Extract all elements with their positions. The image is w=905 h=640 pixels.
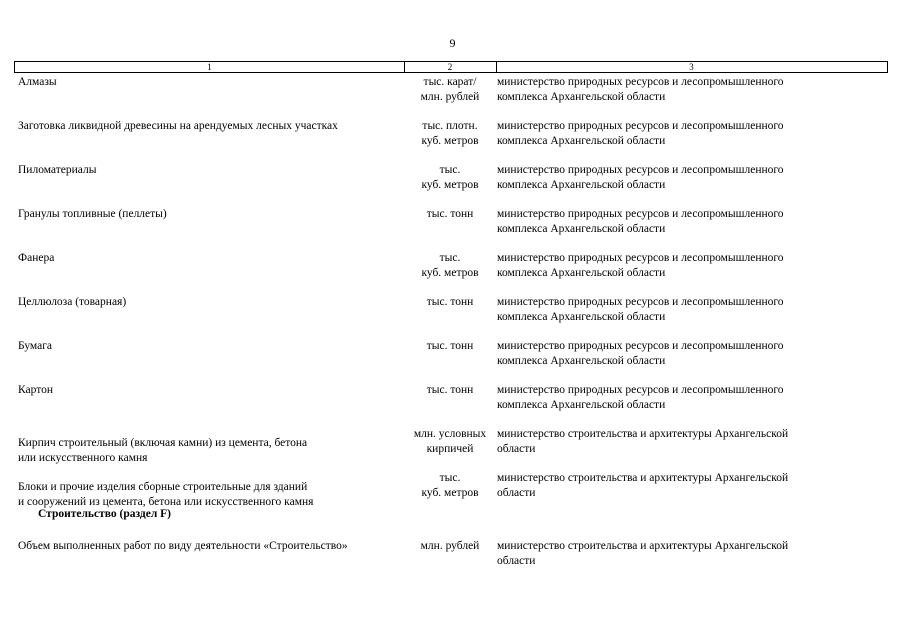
section-heading-row [14,509,888,539]
indicator-cell: Гранулы топливные (пеллеты) [18,208,167,220]
unit-cell: тыс. тонн [426,208,474,220]
indicator-cell: Пиломатериалы [18,164,97,176]
table-row [14,119,888,163]
responsible-cell: министерство природных ресурсов и лесопромышленного комплекса Архангельской области [497,164,784,191]
responsible-cell: министерство природных ресурсов и лесопромышленного комплекса Архангельской области [497,120,784,147]
unit-cell: млн. условных кирпичей [413,428,487,455]
responsible-cell: министерство строительства и архитектуры Архангельской области [497,472,789,499]
column-header-3: 3 [689,62,694,72]
table-row [14,295,888,339]
indicator-cell: Картон [18,384,53,396]
indicator-cell: Фанера [18,252,55,264]
unit-cell: тыс. плотн. куб. метров [421,120,479,147]
table-header-row [14,61,888,73]
indicator-cell: Кирпич строительный (включая камни) из цемента, бетона или искусственного камня [18,437,308,464]
indicator-cell: Бумага [18,340,53,352]
unit-cell: тыс. карат/ млн. рублей [420,76,480,103]
indicator-cell: Объем выполненных работ по виду деятельности «Строительство» [18,540,348,552]
responsible-cell: министерство строительства и архитектуры Архангельской области [497,428,789,455]
unit-cell: тыс. тонн [426,384,474,396]
table-row [14,207,888,251]
page-number: 9 [449,36,456,50]
table-row [14,75,888,119]
unit-cell: тыс. куб. метров [421,252,479,279]
unit-cell: тыс. куб. метров [421,164,479,191]
unit-cell: тыс. куб. метров [421,472,479,499]
table-row [14,339,888,383]
column-header-1: 1 [15,62,405,72]
responsible-cell: министерство строительства и архитектуры Архангельской области [497,540,789,567]
table-row [14,383,888,427]
indicator-cell: Блоки и прочие изделия сборные строительные для зданий и сооружений из цемента, бетона или искусственного камня [18,481,314,508]
responsible-cell: министерство природных ресурсов и лесопромышленного комплекса Архангельской области [497,208,784,235]
unit-cell: тыс. тонн [426,340,474,352]
table-body [14,75,888,583]
indicator-cell: Целлюлоза (товарная) [18,296,127,308]
section-title: Строительство (раздел F) [38,508,172,520]
table-row [14,163,888,207]
column-header-2: 2 [404,62,497,72]
table-row [14,471,888,509]
responsible-cell: министерство природных ресурсов и лесопромышленного комплекса Архангельской области [497,76,784,103]
responsible-cell: министерство природных ресурсов и лесопромышленного комплекса Архангельской области [497,340,784,367]
responsible-cell: министерство природных ресурсов и лесопромышленного комплекса Архангельской области [497,384,784,411]
table-row [14,539,888,583]
responsible-cell: министерство природных ресурсов и лесопромышленного комплекса Архангельской области [497,296,784,323]
table-row [14,427,888,471]
indicator-cell: Заготовка ликвидной древесины на арендуемых лесных участках [18,120,338,132]
responsible-cell: министерство природных ресурсов и лесопромышленного комплекса Архангельской области [497,252,784,279]
table-row [14,251,888,295]
indicator-cell: Алмазы [18,76,57,88]
unit-cell: млн. рублей [420,540,480,552]
unit-cell: тыс. тонн [426,296,474,308]
